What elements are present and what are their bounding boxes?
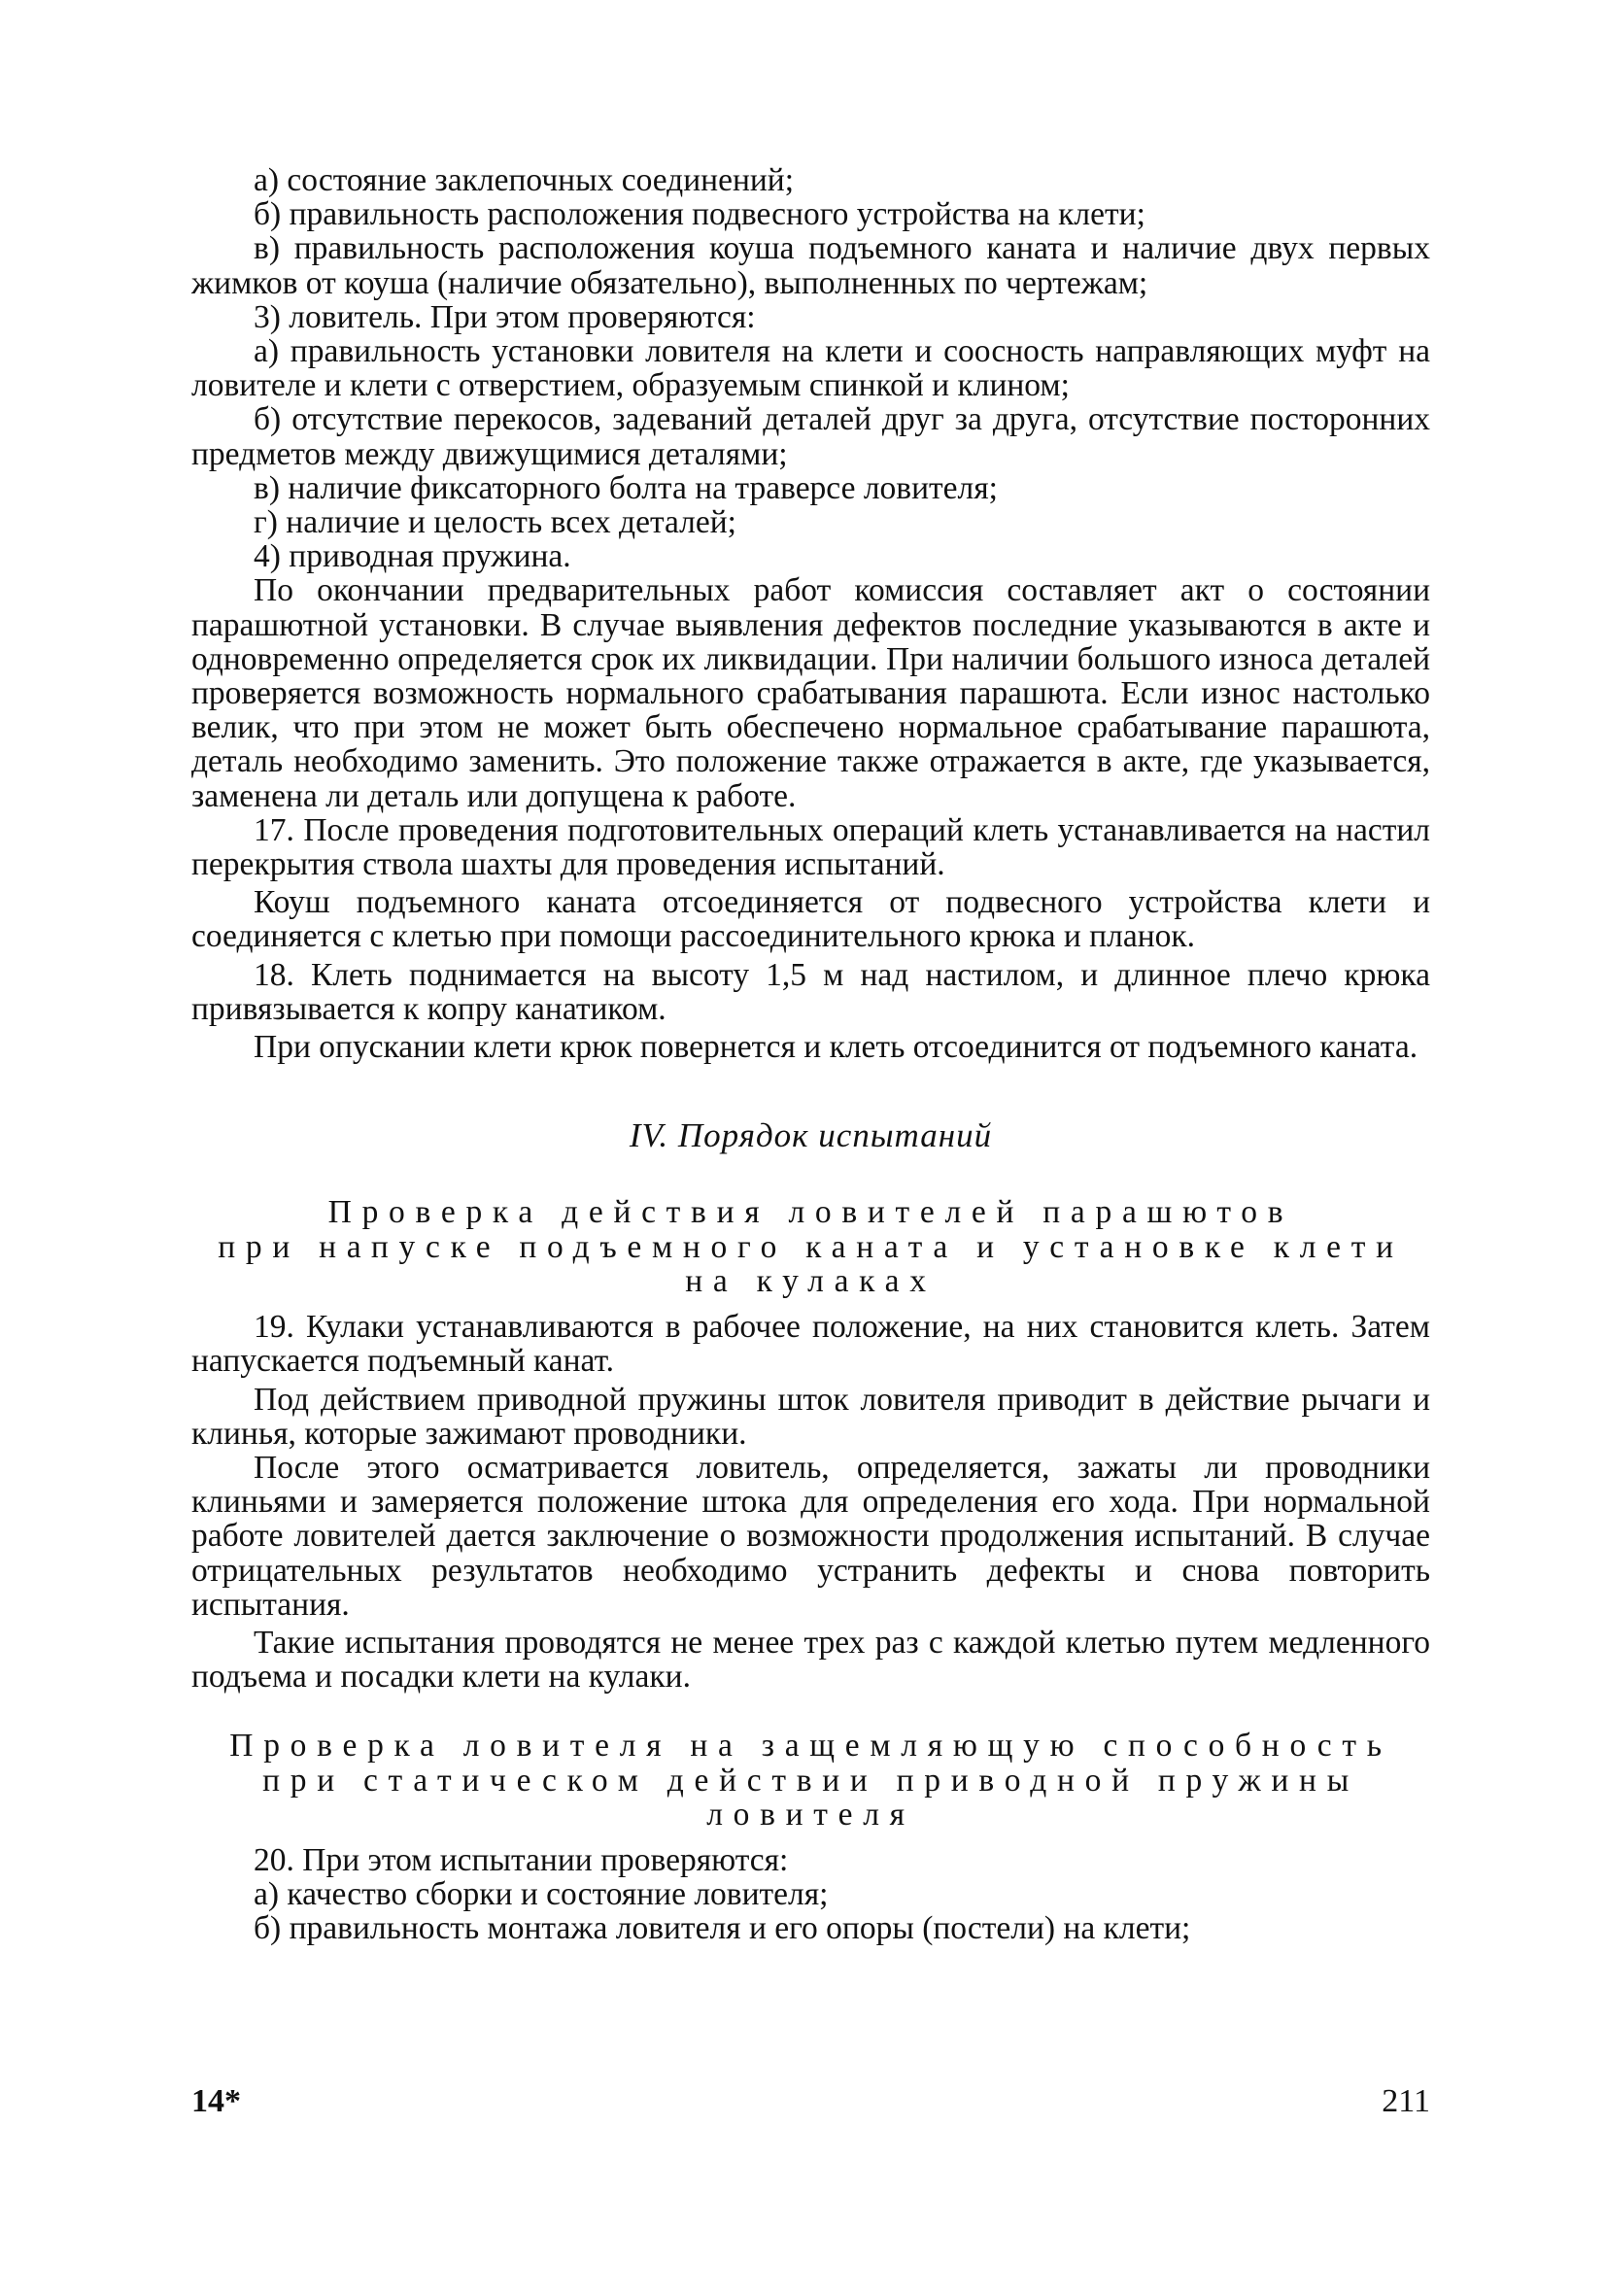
paragraph: а) состояние заклепочных соединений; xyxy=(254,162,795,198)
paragraph: По окончании предварительных работ комиссия составляет акт о состоянии парашютной установки. В случае выявления дефектов последние указываются в акте и одновременно определяется срок их ликвидации. При наличии большого износа деталей проверяется возможность нормального срабатывания парашюта. Если износ настолько велик, что при этом не может быть обеспечено нормальное срабатывание парашюта, деталь необходимо заменить. Это положение также отражается в акте, где указывается, заменена ли деталь или допущена к работе. xyxy=(191,572,1430,814)
section-heading: IV. Порядок испытаний xyxy=(629,1116,993,1155)
paragraph: а) правильность установки ловителя на клети и соосность направляющих муфт на ловителе и клети с отверстием, образуемым спинкой и клином; xyxy=(191,333,1430,404)
subheading-line: на кулаках xyxy=(685,1262,937,1299)
signature-mark: 14* xyxy=(191,2083,241,2119)
paragraph: б) правильность расположения подвесного устройства на клети; xyxy=(254,196,1145,233)
paragraph: а) качество сборки и состояние ловителя; xyxy=(254,1876,829,1913)
paragraph: 19. Кулаки устанавливаются в рабочее положение, на них становится клеть. Затем напускается подъемный канат. xyxy=(191,1309,1430,1380)
subheading-line: ловителя xyxy=(706,1796,915,1833)
paragraph: в) правильность расположения коуша подъемного каната и наличие двух первых жимков от коуша (наличие обязательно), выполненных по чертежам; xyxy=(191,230,1430,301)
paragraph: При опускании клети крюк повернется и клеть отсоединится от подъемного каната. xyxy=(254,1029,1418,1066)
paragraph: б) отсутствие перекосов, задеваний деталей друг за друга, отсутствие посторонних предметов между движущимися деталями; xyxy=(191,401,1430,472)
paragraph: г) наличие и целость всех деталей; xyxy=(254,504,736,541)
page-number: 211 xyxy=(1382,2083,1430,2119)
subheading-line: Проверка действия ловителей парашютов xyxy=(327,1194,1294,1231)
page-body xyxy=(191,163,1430,1946)
paragraph: 3) ловитель. При этом проверяются: xyxy=(254,298,756,335)
paragraph: в) наличие фиксаторного болта на траверсе ловителя; xyxy=(254,469,998,506)
paragraph: б) правильность монтажа ловителя и его опоры (постели) на клети; xyxy=(254,1910,1191,1947)
paragraph: 4) приводная пружина. xyxy=(254,538,571,575)
paragraph: 18. Клеть поднимается на высоту 1,5 м над настилом, и длинное плечо крюка привязывается к копру канатиком. xyxy=(191,956,1430,1027)
paragraph: Коуш подъемного каната отсоединяется от подвесного устройства клети и соединяется с клетью при помощи рассоединительного крюка и планок. xyxy=(191,884,1430,955)
paragraph: 17. После проведения подготовительных операций клеть устанавливается на настил перекрытия ствола шахты для проведения испытаний. xyxy=(191,811,1430,883)
subheading-line: Проверка ловителя на защемляющую способность xyxy=(229,1728,1392,1765)
subheading-line: при напуске подъемного каната и установке клети xyxy=(218,1228,1404,1265)
paragraph: Под действием приводной пружины шток ловителя приводит в действие рычаги и клинья, которые зажимают проводники. xyxy=(191,1381,1430,1452)
paragraph: Такие испытания проводятся не менее трех раз с каждой клетью путем медленного подъема и посадки клети на кулаки. xyxy=(191,1624,1430,1696)
subheading xyxy=(191,1729,1430,1832)
subheading-line: при статическом действии приводной пружины xyxy=(262,1762,1359,1799)
subheading xyxy=(191,1195,1430,1298)
paragraph: После этого осматривается ловитель, определяется, зажаты ли проводники клиньями и замеряется положение штока для определения его хода. При нормальной работе ловителей дается заключение о возможности продолжения испытаний. В случае отрицательных результатов необходимо устранить дефекты и снова повторить испытания. xyxy=(191,1449,1430,1623)
page-footer xyxy=(191,2083,1430,2120)
paragraph: 20. При этом испытании проверяются: xyxy=(254,1841,789,1878)
